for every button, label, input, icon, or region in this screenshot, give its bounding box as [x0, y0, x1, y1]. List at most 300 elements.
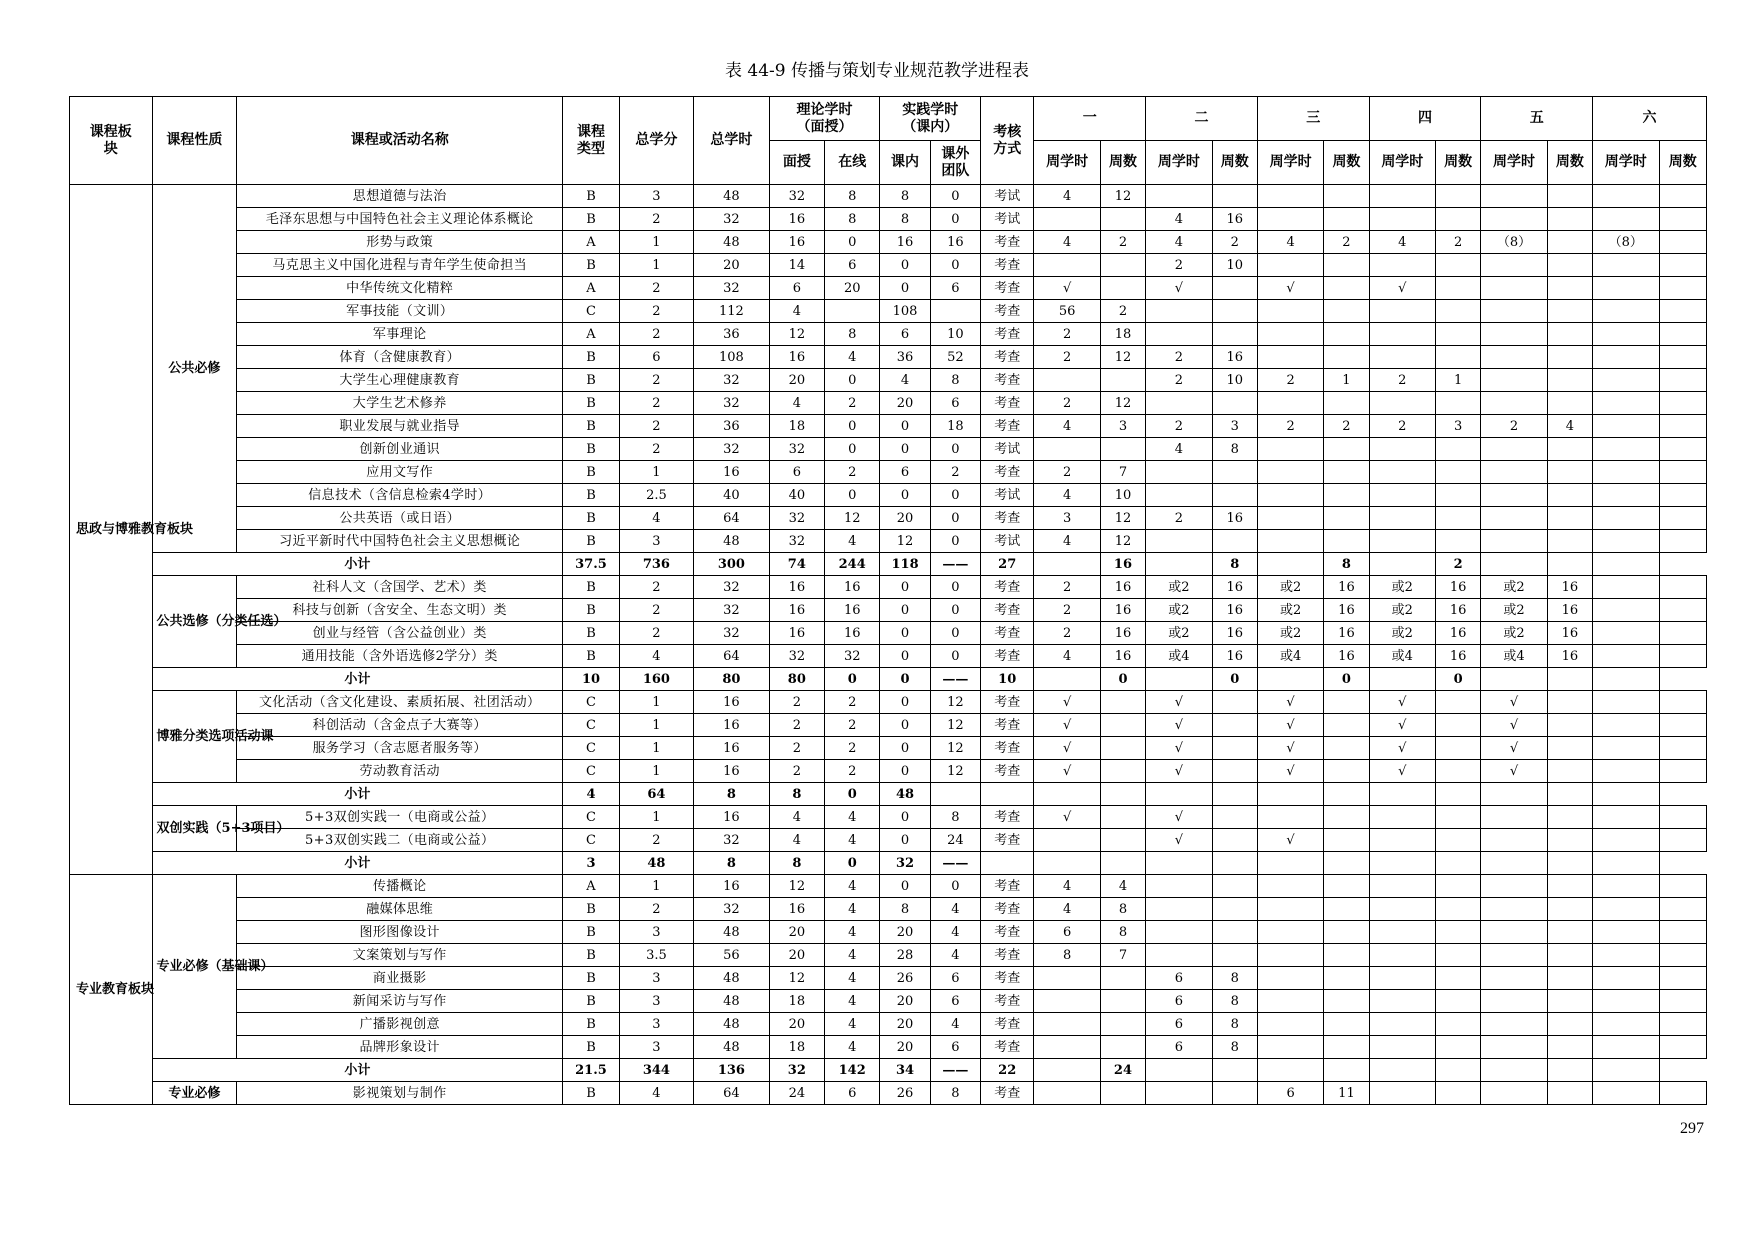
table-cell [1324, 691, 1369, 714]
table-cell: 0 [930, 507, 980, 530]
table-cell: 32 [694, 277, 770, 300]
table-cell: 16 [694, 714, 770, 737]
table-cell [1593, 806, 1659, 829]
table-cell [1593, 507, 1659, 530]
table-cell [1257, 507, 1323, 530]
table-cell [1659, 300, 1707, 323]
table-cell: 3 [619, 921, 694, 944]
table-cell [1436, 806, 1481, 829]
table-cell: 12 [930, 714, 980, 737]
table-cell: B [563, 898, 619, 921]
subtotal-label: 小计 [152, 783, 563, 806]
table-cell: 考查 [981, 967, 1034, 990]
table-cell: 4 [825, 967, 880, 990]
table-cell: 20 [880, 392, 930, 415]
course-name-cell: 新闻采访与写作 [237, 990, 563, 1013]
table-cell: B [563, 415, 619, 438]
table-cell: 2 [825, 392, 880, 415]
table-cell: 4 [1146, 438, 1212, 461]
table-cell [1146, 185, 1212, 208]
table-cell: 26 [880, 967, 930, 990]
table-cell [1212, 875, 1257, 898]
table-cell [1436, 300, 1481, 323]
table-cell [1547, 392, 1592, 415]
table-cell: 10 [1100, 484, 1145, 507]
table-cell [1100, 760, 1145, 783]
table-cell: 8 [880, 208, 930, 231]
table-cell: 3 [619, 990, 694, 1013]
subtotal-cell: —— [930, 1059, 980, 1082]
table-cell: 0 [825, 484, 880, 507]
table-cell [1324, 507, 1369, 530]
table-cell [1481, 967, 1547, 990]
subtotal-cell [1034, 783, 1100, 806]
table-row [70, 599, 1707, 622]
table-cell: 16 [1212, 622, 1257, 645]
table-cell [1212, 392, 1257, 415]
table-cell: √ [1369, 691, 1435, 714]
course-name-cell: 劳动教育活动 [237, 760, 563, 783]
table-cell [1212, 921, 1257, 944]
table-cell: 或2 [1481, 576, 1547, 599]
table-cell: 4 [1034, 645, 1100, 668]
table-cell: 16 [1324, 576, 1369, 599]
subtotal-cell [1146, 1059, 1212, 1082]
table-cell [1257, 346, 1323, 369]
table-cell [1547, 967, 1592, 990]
subtotal-cell [1146, 852, 1212, 875]
table-cell: 8 [1034, 944, 1100, 967]
subtotal-cell: 48 [619, 852, 694, 875]
table-cell [1212, 898, 1257, 921]
table-cell [1324, 1036, 1369, 1059]
table-cell: 6 [1034, 921, 1100, 944]
table-cell [1369, 254, 1435, 277]
table-cell: 2 [1481, 415, 1547, 438]
table-cell [1593, 1036, 1659, 1059]
table-cell: 64 [694, 1082, 770, 1105]
table-cell [1436, 530, 1481, 553]
subtotal-cell: 34 [880, 1059, 930, 1082]
table-cell [1436, 254, 1481, 277]
header-online: 在线 [825, 141, 880, 185]
table-cell: 2 [619, 369, 694, 392]
table-cell [1034, 967, 1100, 990]
table-cell: 16 [769, 898, 824, 921]
header-course-name: 课程或活动名称 [237, 97, 563, 185]
table-cell [1369, 944, 1435, 967]
table-cell: 考查 [981, 369, 1034, 392]
table-cell: 12 [930, 691, 980, 714]
table-cell: √ [1146, 737, 1212, 760]
table-cell [1593, 898, 1659, 921]
subtotal-cell [1481, 783, 1547, 806]
subtotal-cell: 37.5 [563, 553, 619, 576]
table-cell: 20 [880, 1013, 930, 1036]
table-cell: 4 [1034, 898, 1100, 921]
table-cell: 4 [825, 944, 880, 967]
subtotal-cell: 0 [825, 668, 880, 691]
course-nature-cell: 专业必修 [152, 1082, 237, 1105]
table-cell: 2 [1324, 415, 1369, 438]
subtotal-cell [1324, 852, 1369, 875]
table-row [70, 1036, 1707, 1059]
table-cell: 20 [880, 921, 930, 944]
table-cell [1324, 967, 1369, 990]
table-cell: 1 [619, 875, 694, 898]
table-cell: 16 [1324, 622, 1369, 645]
table-row [70, 484, 1707, 507]
table-row [70, 461, 1707, 484]
table-cell: 4 [1257, 231, 1323, 254]
table-cell: 18 [930, 415, 980, 438]
table-cell: C [563, 714, 619, 737]
subtotal-cell: 10 [563, 668, 619, 691]
subtotal-row [70, 668, 1707, 691]
table-cell: 2 [769, 691, 824, 714]
table-cell: 16 [769, 576, 824, 599]
table-cell [1481, 829, 1547, 852]
course-nature-cell: 双创实践（5+3项目） [152, 806, 237, 852]
course-name-cell: 图形图像设计 [237, 921, 563, 944]
table-cell: 12 [1100, 346, 1145, 369]
table-cell: 考查 [981, 829, 1034, 852]
table-cell: 2 [825, 714, 880, 737]
table-cell [1146, 392, 1212, 415]
subtotal-row [70, 1059, 1707, 1082]
table-cell [1659, 645, 1707, 668]
course-name-cell: 信息技术（含信息检索4学时） [237, 484, 563, 507]
subtotal-cell [1146, 783, 1212, 806]
table-cell [1547, 760, 1592, 783]
table-row [70, 346, 1707, 369]
subtotal-cell [1212, 783, 1257, 806]
table-cell [1436, 208, 1481, 231]
table-cell [1369, 967, 1435, 990]
subtotal-label: 小计 [152, 553, 563, 576]
table-cell: √ [1146, 277, 1212, 300]
table-row [70, 392, 1707, 415]
table-row [70, 438, 1707, 461]
table-cell: 2 [619, 438, 694, 461]
table-cell [1593, 392, 1659, 415]
course-name-cell: 商业摄影 [237, 967, 563, 990]
subtotal-row [70, 852, 1707, 875]
table-cell [1212, 300, 1257, 323]
table-cell: 16 [1100, 576, 1145, 599]
table-cell [1481, 438, 1547, 461]
table-cell: 2 [1034, 576, 1100, 599]
subtotal-cell [1257, 783, 1323, 806]
table-cell: 考查 [981, 1036, 1034, 1059]
subtotal-cell [1547, 852, 1592, 875]
table-cell: 考试 [981, 438, 1034, 461]
table-cell [1324, 806, 1369, 829]
table-cell: 3 [619, 967, 694, 990]
table-row [70, 254, 1707, 277]
table-cell: B [563, 346, 619, 369]
table-cell: 4 [825, 1036, 880, 1059]
table-cell [1146, 484, 1212, 507]
table-cell: 考查 [981, 1013, 1034, 1036]
table-cell [1481, 185, 1547, 208]
table-cell: 18 [769, 990, 824, 1013]
table-cell [1481, 875, 1547, 898]
table-cell: C [563, 300, 619, 323]
table-cell: 32 [694, 622, 770, 645]
course-name-cell: 习近平新时代中国特色社会主义思想概论 [237, 530, 563, 553]
table-cell [1257, 1036, 1323, 1059]
table-cell [1481, 921, 1547, 944]
table-cell: 28 [880, 944, 930, 967]
table-cell [1324, 277, 1369, 300]
table-cell: 32 [694, 829, 770, 852]
subtotal-cell [1369, 668, 1435, 691]
table-row [70, 323, 1707, 346]
table-cell [1547, 185, 1592, 208]
subtotal-cell [1369, 1059, 1435, 1082]
table-cell [1593, 461, 1659, 484]
table-cell [1659, 714, 1707, 737]
table-row [70, 185, 1707, 208]
table-cell: 考查 [981, 576, 1034, 599]
table-cell: 2 [1034, 622, 1100, 645]
table-row [70, 645, 1707, 668]
table-cell: 32 [694, 576, 770, 599]
table-cell: 4 [930, 944, 980, 967]
table-cell [1257, 967, 1323, 990]
course-nature-cell: 专业必修（基础课） [152, 875, 237, 1059]
table-cell: 3 [1100, 415, 1145, 438]
table-cell: C [563, 737, 619, 760]
table-cell [1369, 438, 1435, 461]
table-cell: A [563, 231, 619, 254]
course-block-cell: 专业教育板块 [70, 875, 153, 1105]
table-cell [1547, 461, 1592, 484]
table-cell [1659, 622, 1707, 645]
table-cell: 40 [694, 484, 770, 507]
table-cell [1593, 300, 1659, 323]
table-cell [1593, 990, 1659, 1013]
table-cell: 16 [694, 875, 770, 898]
table-cell: C [563, 806, 619, 829]
table-cell: 或2 [1369, 576, 1435, 599]
table-cell [1436, 737, 1481, 760]
table-cell [1481, 1082, 1547, 1105]
table-cell: 4 [769, 806, 824, 829]
subtotal-cell: 0 [1100, 668, 1145, 691]
table-cell: 2 [619, 323, 694, 346]
course-name-cell: 科技与创新（含安全、生态文明）类 [237, 599, 563, 622]
subtotal-cell [1257, 668, 1323, 691]
table-cell [1593, 645, 1659, 668]
table-cell [1100, 691, 1145, 714]
table-cell: 考查 [981, 760, 1034, 783]
table-cell: （8） [1481, 231, 1547, 254]
table-cell: 10 [1212, 254, 1257, 277]
table-cell: 4 [1034, 530, 1100, 553]
table-cell: 或2 [1369, 599, 1435, 622]
header-theory-hours: 理论学时（面授） [769, 97, 880, 141]
table-cell [1369, 1082, 1435, 1105]
table-cell [1100, 1013, 1145, 1036]
table-cell: 8 [1212, 990, 1257, 1013]
table-cell: 3 [619, 1013, 694, 1036]
table-cell [1324, 392, 1369, 415]
table-cell [1324, 944, 1369, 967]
table-cell [1659, 921, 1707, 944]
table-cell [825, 300, 880, 323]
table-cell [1212, 760, 1257, 783]
table-cell [1100, 438, 1145, 461]
subtotal-cell [1034, 553, 1100, 576]
subtotal-cell [1481, 668, 1547, 691]
table-cell: √ [1481, 691, 1547, 714]
table-cell [1436, 1082, 1481, 1105]
table-row [70, 208, 1707, 231]
table-cell [1659, 461, 1707, 484]
table-cell: A [563, 875, 619, 898]
table-cell [1257, 392, 1323, 415]
table-cell: √ [1034, 714, 1100, 737]
table-cell: 考查 [981, 875, 1034, 898]
table-cell: 4 [1034, 484, 1100, 507]
course-name-cell: 军事技能（文训） [237, 300, 563, 323]
header-practice-hours: 实践学时（课内） [880, 97, 981, 141]
table-row [70, 1013, 1707, 1036]
table-cell: 3.5 [619, 944, 694, 967]
table-cell [1547, 277, 1592, 300]
table-cell [930, 300, 980, 323]
table-cell [1212, 185, 1257, 208]
table-cell: √ [1146, 714, 1212, 737]
table-cell: 6 [1257, 1082, 1323, 1105]
table-cell [1593, 484, 1659, 507]
subtotal-cell: 0 [1324, 668, 1369, 691]
header-weekly-hours: 周学时 [1481, 141, 1547, 185]
header-weekly-hours: 周学时 [1146, 141, 1212, 185]
table-cell: 52 [930, 346, 980, 369]
subtotal-cell: 8 [769, 852, 824, 875]
table-cell: 16 [1436, 622, 1481, 645]
table-cell: 4 [930, 921, 980, 944]
table-cell: 7 [1100, 461, 1145, 484]
table-cell [1593, 576, 1659, 599]
table-cell [1436, 760, 1481, 783]
subtotal-cell: 244 [825, 553, 880, 576]
subtotal-cell: 21.5 [563, 1059, 619, 1082]
table-cell: 6 [880, 461, 930, 484]
table-cell: B [563, 921, 619, 944]
table-cell [1659, 208, 1707, 231]
table-cell: B [563, 254, 619, 277]
table-cell: 0 [930, 645, 980, 668]
header-weekly-hours: 周学时 [1369, 141, 1435, 185]
table-cell: 16 [1212, 208, 1257, 231]
table-cell: 考查 [981, 990, 1034, 1013]
table-cell [1100, 967, 1145, 990]
table-cell: 16 [825, 576, 880, 599]
table-cell: 16 [769, 231, 824, 254]
table-row [70, 507, 1707, 530]
table-cell [1481, 898, 1547, 921]
table-cell: 2 [619, 392, 694, 415]
table-cell [1481, 369, 1547, 392]
table-cell [1257, 208, 1323, 231]
table-cell: 0 [825, 438, 880, 461]
table-cell: 2 [1034, 323, 1100, 346]
table-cell: 0 [930, 254, 980, 277]
course-name-cell: 文化活动（含文化建设、素质拓展、社团活动） [237, 691, 563, 714]
table-cell [1659, 484, 1707, 507]
table-cell: C [563, 760, 619, 783]
table-row [70, 576, 1707, 599]
table-cell: 48 [694, 185, 770, 208]
table-cell: 4 [1100, 875, 1145, 898]
table-row [70, 530, 1707, 553]
subtotal-cell: —— [930, 852, 980, 875]
table-cell: 56 [694, 944, 770, 967]
subtotal-cell [1436, 1059, 1481, 1082]
table-cell [1593, 185, 1659, 208]
table-cell: 1 [619, 760, 694, 783]
table-cell: B [563, 1036, 619, 1059]
header-weekly-hours: 周学时 [1034, 141, 1100, 185]
table-cell [1659, 1036, 1707, 1059]
table-cell: 2 [769, 760, 824, 783]
table-cell: 2 [1146, 507, 1212, 530]
table-cell: 考查 [981, 323, 1034, 346]
table-cell: 或2 [1146, 622, 1212, 645]
table-cell: √ [1257, 691, 1323, 714]
table-cell [1659, 415, 1707, 438]
table-cell [1369, 990, 1435, 1013]
table-cell: B [563, 507, 619, 530]
header-exam-method: 考核方式 [981, 97, 1034, 185]
table-cell: 2.5 [619, 484, 694, 507]
table-cell: 2 [930, 461, 980, 484]
table-cell: 16 [769, 622, 824, 645]
table-cell [1547, 898, 1592, 921]
subtotal-cell [1324, 1059, 1369, 1082]
header-semester-2: 二 [1146, 97, 1258, 141]
course-name-cell: 广播影视创意 [237, 1013, 563, 1036]
table-cell [1481, 806, 1547, 829]
table-cell: √ [1257, 277, 1323, 300]
course-nature-cell: 博雅分类选项活动课 [152, 691, 237, 783]
table-cell [1257, 806, 1323, 829]
table-cell: √ [1257, 829, 1323, 852]
table-cell: √ [1034, 760, 1100, 783]
table-cell: 0 [880, 760, 930, 783]
subtotal-cell [1593, 783, 1659, 806]
subtotal-cell: 8 [694, 783, 770, 806]
subtotal-cell [1436, 852, 1481, 875]
table-cell: √ [1034, 737, 1100, 760]
course-name-cell: 马克思主义中国化进程与青年学生使命担当 [237, 254, 563, 277]
table-row [70, 990, 1707, 1013]
table-cell: 考查 [981, 737, 1034, 760]
table-cell: √ [1146, 829, 1212, 852]
table-cell: 64 [694, 507, 770, 530]
table-cell: 4 [825, 898, 880, 921]
table-cell: 0 [880, 737, 930, 760]
table-cell [1100, 254, 1145, 277]
table-cell: 或4 [1257, 645, 1323, 668]
table-cell: 或2 [1481, 599, 1547, 622]
table-cell [1593, 921, 1659, 944]
table-cell: 6 [930, 990, 980, 1013]
